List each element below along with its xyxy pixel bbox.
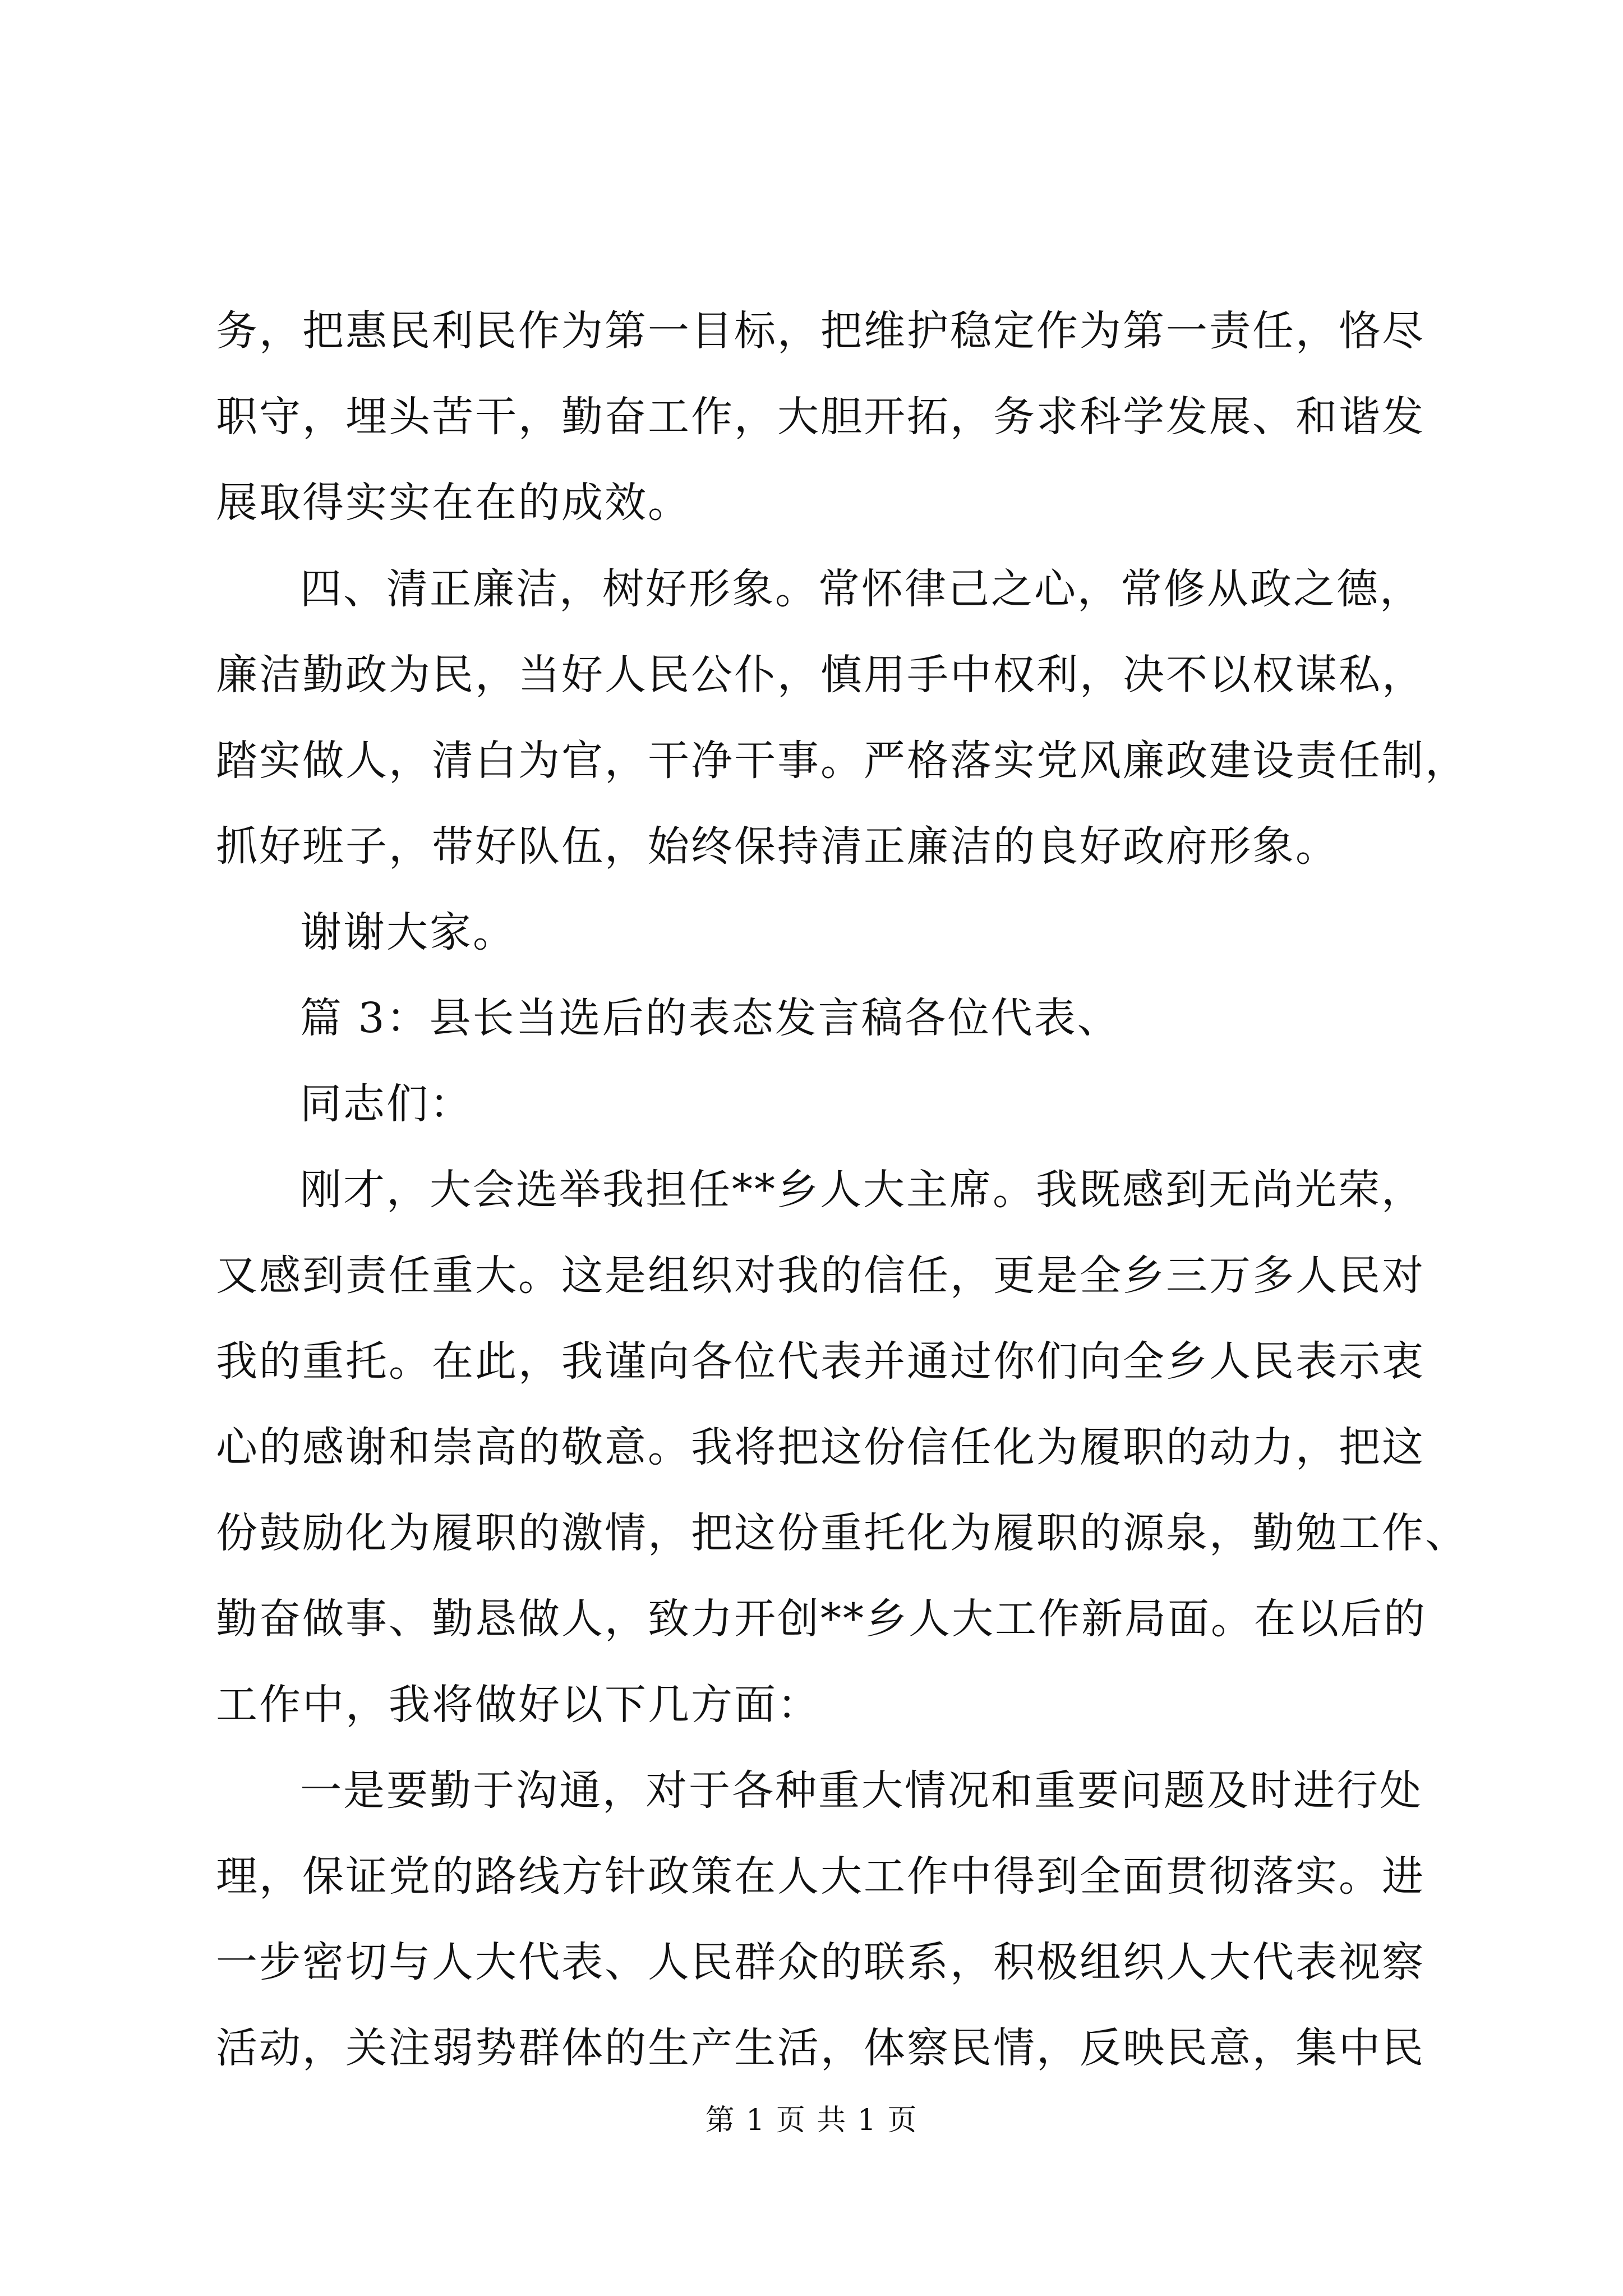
- text-line: 勤奋做事、勤恳做人，致力开创**乡人大工作新局面。在以后的: [216, 1595, 1427, 1643]
- text-line: 心的感谢和崇高的敬意。我将把这份信任化为履职的动力，把这: [216, 1423, 1425, 1471]
- text-line: 务，把惠民利民作为第一目标，把维护稳定作为第一责任，恪尽: [216, 307, 1425, 355]
- text-line: 廉洁勤政为民，当好人民公仆，慎用手中权利，决不以权谋私，: [216, 651, 1425, 699]
- text-line: 踏实做人，清白为官，干净干事。严格落实党风廉政建设责任制，: [216, 737, 1468, 785]
- text-line: 展取得实实在在的成效。: [216, 478, 691, 527]
- text-line: 理，保证党的路线方针政策在人大工作中得到全面贯彻落实。进: [216, 1852, 1425, 1901]
- text-line: 刚才，大会选举我担任**乡人大主席。我既感到无尚光荣，: [300, 1166, 1424, 1214]
- text-line: 又感到责任重大。这是组织对我的信任，更是全乡三万多人民对: [216, 1251, 1425, 1300]
- text-line: 四、清正廉洁，树好形象。常怀律己之心，常修从政之德，: [300, 565, 1423, 613]
- text-line: 职守，埋头苦干，勤奋工作，大胆开拓，务求科学发展、和谐发: [216, 393, 1425, 441]
- text-line: 谢谢大家。: [300, 908, 516, 956]
- text-line: 我的重托。在此，我谨向各位代表并通过你们向全乡人民表示衷: [216, 1337, 1425, 1386]
- text-line: 一是要勤于沟通，对于各种重大情况和重要问题及时进行处: [300, 1766, 1423, 1815]
- salutation: 同志们：: [300, 1080, 473, 1128]
- text-line: 份鼓励化为履职的激情，把这份重托化为履职的源泉，勤勉工作、: [216, 1509, 1468, 1557]
- text-line: 抓好班子，带好队伍，始终保持清正廉洁的良好政府形象。: [216, 822, 1339, 871]
- text-line: 工作中，我将做好以下几方面：: [216, 1681, 820, 1729]
- text-line: 活动，关注弱势群体的生产生活，体察民情，反映民意，集中民: [216, 2024, 1425, 2072]
- section-heading: 篇 3：县长当选后的表态发言稿各位代表、: [300, 994, 1121, 1042]
- page-number-footer: 第 1 页 共 1 页: [705, 2104, 918, 2137]
- text-line: 一步密切与人大代表、人民群众的联系，积极组织人大代表视察: [216, 1938, 1425, 1986]
